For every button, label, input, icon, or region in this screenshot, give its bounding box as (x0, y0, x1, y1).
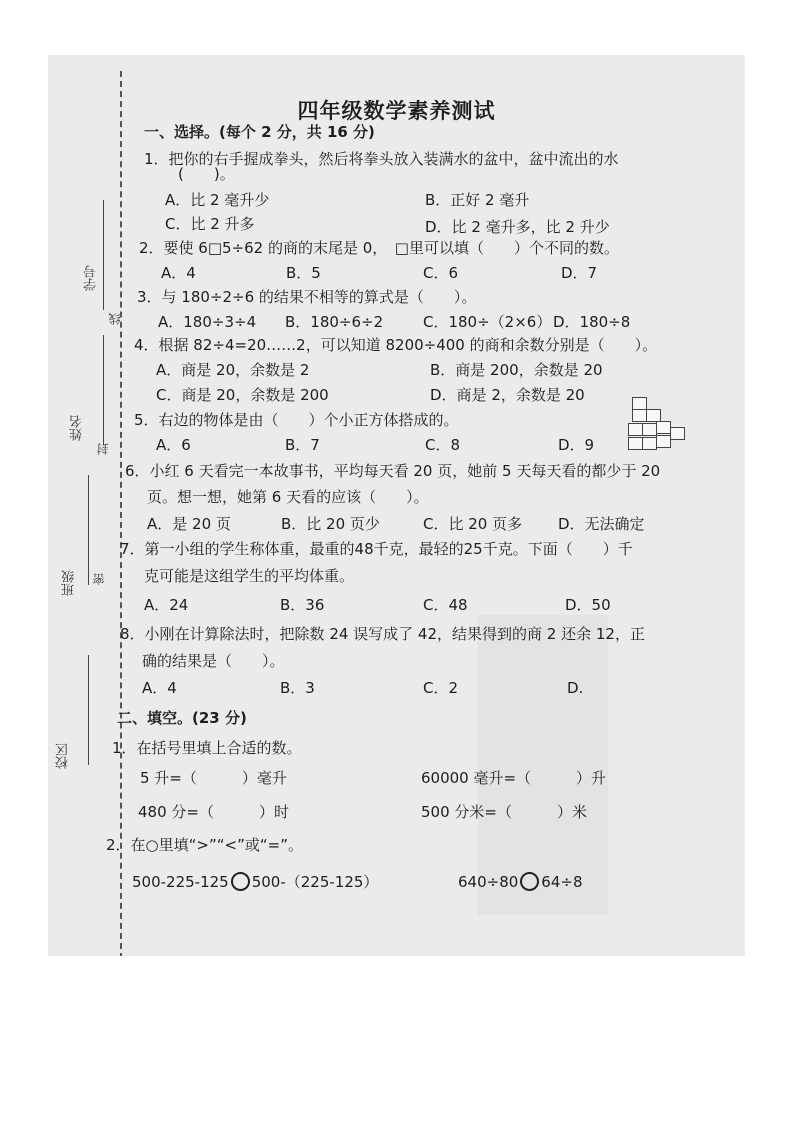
compare-circle-2[interactable] (520, 872, 539, 891)
q1-option-a: A．比 2 毫升少 (165, 191, 270, 209)
section2-heading: 二、填空。(23 分) (117, 709, 247, 727)
class-blank (88, 475, 89, 585)
q1-option-b: B．正好 2 毫升 (425, 191, 530, 209)
s2-q1-fill-2: 60000 毫升=（ ）升 (421, 769, 607, 787)
q1-stem: 1．把你的右手握成拳头，然后将拳头放入装满水的盆中，盆中流出的水 (144, 150, 619, 168)
compare-circle-1[interactable] (231, 872, 250, 891)
q5-option-c: C．8 (425, 436, 461, 454)
q7-stem-cont: 克可能是这组学生的平均体重。 (144, 567, 355, 585)
q3-option-a: A．180÷3÷4 (158, 313, 257, 331)
q6-option-a: A．是 20 页 (147, 515, 231, 533)
q1-option-d: D．比 2 毫升多，比 2 升少 (425, 218, 610, 236)
q8-option-b: B．3 (280, 679, 315, 697)
background-shadow (478, 615, 608, 915)
expr1-left: 500-225-125 (132, 873, 229, 891)
q3-stem: 3．与 180÷2÷6 的结果不相等的算式是（ ）。 (137, 288, 477, 306)
class-label: 班级 (62, 570, 77, 596)
q2-option-b: B．5 (286, 264, 321, 282)
q3-option-c: C．180÷（2×6） (423, 313, 552, 331)
seal-word-line: 线 (108, 313, 122, 325)
q2-stem: 2．要使 6□5÷62 的商的末尾是 0， □里可以填（ ）个不同的数。 (139, 239, 619, 257)
q4-option-a: A．商是 20，余数是 2 (156, 361, 310, 379)
section1-heading: 一、选择。(每个 2 分，共 16 分) (144, 123, 375, 141)
expr2-right: 64÷8 (541, 873, 583, 891)
q1-option-c: C．比 2 升多 (165, 215, 255, 233)
q7-option-b: B．36 (280, 596, 325, 614)
q8-option-c: C．2 (423, 679, 459, 697)
student-id-label: 学号 (84, 265, 99, 291)
q8-option-a: A．4 (142, 679, 177, 697)
q4-stem: 4．根据 82÷4=20……2，可以知道 8200÷400 的商和余数分别是（ ）。 (134, 336, 658, 354)
q8-stem-cont: 确的结果是（ ）。 (142, 652, 285, 670)
q6-option-b: B．比 20 页少 (281, 515, 380, 533)
q7-option-a: A．24 (144, 596, 189, 614)
q8-stem: 8．小刚在计算除法时，把除数 24 误写成了 42，结果得到的商 2 还余 12，正 (120, 625, 645, 643)
binding-dashed-line (120, 71, 122, 956)
q6-stem: 6．小红 6 天看完一本故事书，平均每天看 20 页，她前 5 天每天看的都少于 20 (125, 462, 661, 480)
name-label: 姓名 (70, 415, 85, 441)
s2-q1-fill-3: 480 分=（ ）时 (138, 803, 289, 821)
q7-option-d: D．50 (565, 596, 611, 614)
s2-q1-fill-1: 5 升=（ ）毫升 (140, 769, 287, 787)
q5-option-b: B．7 (285, 436, 320, 454)
q1-stem-cont: ( )。 (178, 165, 235, 183)
seal-word-seal: 封 (96, 443, 110, 455)
q2-option-a: A．4 (161, 264, 196, 282)
q6-option-c: C．比 20 页多 (423, 515, 523, 533)
q3-option-b: B．180÷6÷2 (285, 313, 384, 331)
expr1-right: 500-（225-125） (251, 873, 379, 891)
student-id-blank (103, 200, 104, 310)
expr2-left: 640÷80 (458, 873, 519, 891)
q4-option-b: B．商是 200，余数是 20 (430, 361, 603, 379)
school-label: 校区 (56, 743, 71, 769)
q5-option-d: D．9 (558, 436, 595, 454)
s2-q2-expression-2 (458, 872, 583, 891)
q3-option-d: D．180÷8 (553, 313, 631, 331)
name-blank (103, 335, 104, 445)
q5-option-a: A．6 (156, 436, 191, 454)
cube-stack-figure (628, 397, 688, 453)
s2-q2-expression-1 (132, 872, 378, 891)
exam-paper-photo (48, 55, 745, 956)
q4-option-c: C．商是 20，余数是 200 (156, 386, 329, 404)
q7-stem: 7．第一小组的学生称体重，最重的48千克，最轻的25千克。下面（ ）千 (120, 540, 633, 558)
q8-option-d: D. (567, 679, 584, 697)
school-blank (88, 655, 89, 765)
q2-option-d: D．7 (561, 264, 598, 282)
q6-option-d: D．无法确定 (558, 515, 645, 533)
q4-option-d: D．商是 2，余数是 20 (430, 386, 585, 404)
q2-option-c: C．6 (423, 264, 459, 282)
s2-q1-fill-4: 500 分米=（ ）米 (421, 803, 587, 821)
s2-q1-stem: 1．在括号里填上合适的数。 (112, 739, 302, 757)
page-title: 四年级数学素养测试 (297, 99, 496, 123)
s2-q2-stem: 2．在○里填“>”“<”或“=”。 (106, 836, 303, 854)
seal-word-secret: 密 (92, 573, 106, 585)
q5-stem: 5．右边的物体是由（ ）个小正方体搭成的。 (134, 411, 459, 429)
q7-option-c: C．48 (423, 596, 468, 614)
q6-stem-cont: 页。想一想，她第 6 天看的应该（ ）。 (147, 488, 429, 506)
